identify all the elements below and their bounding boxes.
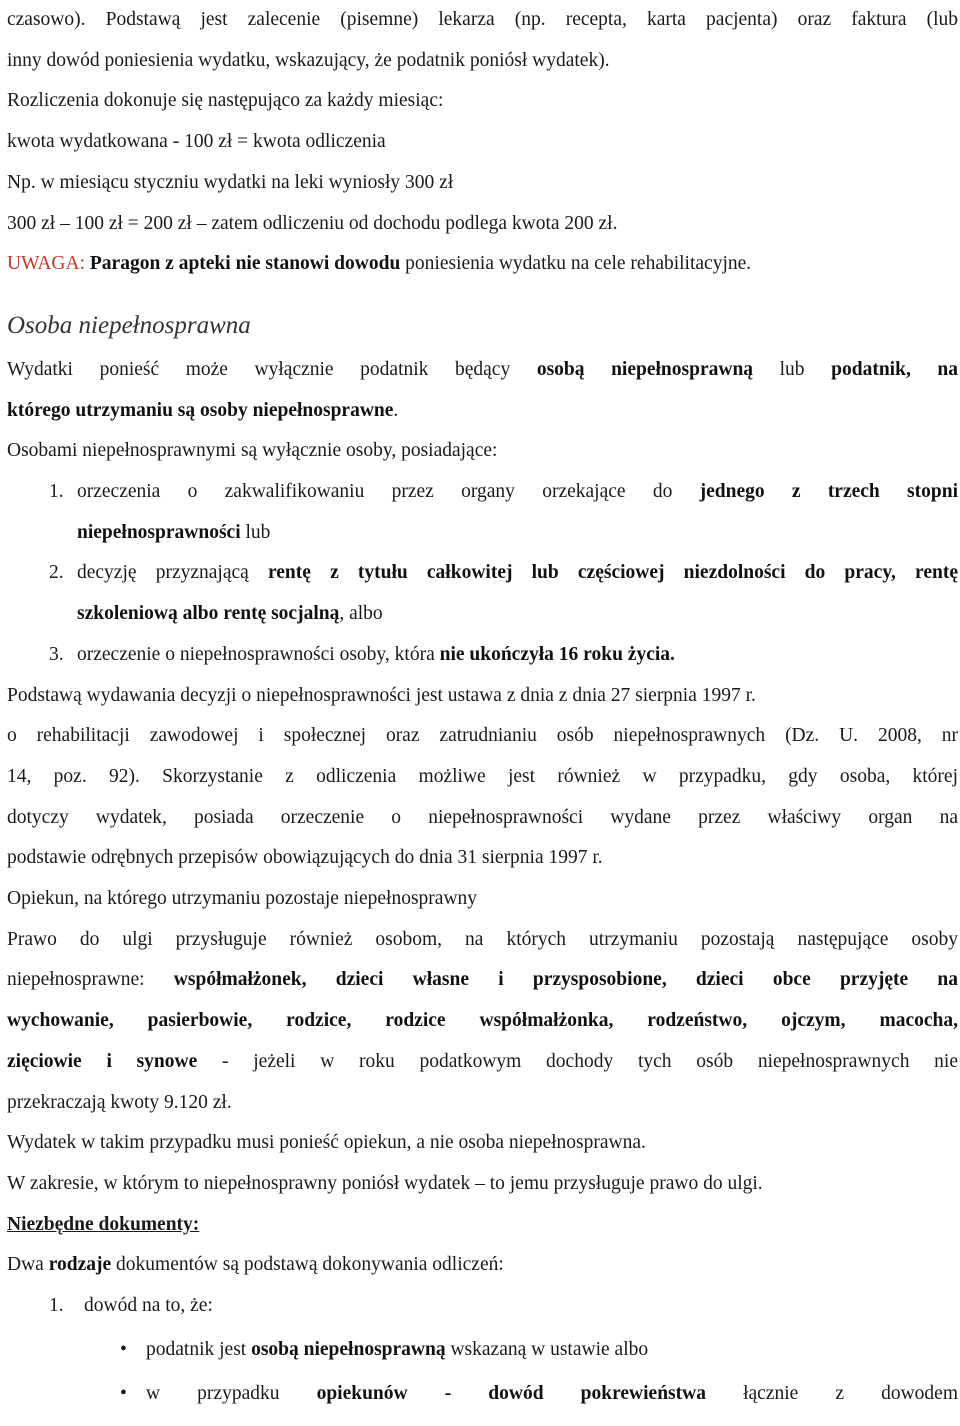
bold-text: podatnik, na: [831, 358, 959, 380]
row: Prawo do ulgi przysługuje również osobom, na których utrzymaniu pozostają następujące osoby: [7, 928, 958, 950]
text: Niezbędne dokumenty:: [7, 1213, 200, 1235]
text: inny dowód poniesienia wydatku, wskazujący, że podatnik poniósł wydatek).: [7, 49, 610, 71]
text: orzeczenia o zakwalifikowaniu przez organy orzekające do: [77, 481, 673, 503]
text: Podstawą wydawania decyzji o niepełnosprawności jest ustawa z dnia z dnia 27 sierpnia 1997 r.: [7, 684, 756, 706]
text: kwota wydatkowana - 100 zł = kwota odliczenia: [7, 131, 386, 153]
guardian-note-2: [7, 1164, 958, 1205]
text: niepełnosprawne:: [7, 969, 145, 991]
text: lub: [245, 521, 271, 543]
text: Wydatki ponieść może wyłącznie podatnik będący: [7, 358, 511, 380]
bold-text: jednego z trzech stopni: [699, 481, 958, 503]
row: [77, 472, 958, 513]
text: Wydatek w takim przypadku musi ponieść opiekun, a nie osoba niepełnosprawna.: [7, 1132, 646, 1154]
text: decyzję przyznającą: [77, 562, 249, 584]
list-item: [7, 472, 958, 553]
intro-line-1: [7, 0, 958, 41]
bold-text: wychowanie, pasierbowie, rodzice, rodzice współmałżonka, rodzeństwo, ojczym, macocha,: [7, 1010, 958, 1032]
text: , albo: [339, 603, 383, 625]
documents-intro: [7, 1245, 958, 1286]
guardian-note-1: [7, 1123, 958, 1164]
text: Opiekun, na którego utrzymaniu pozostaje niepełnosprawny: [7, 888, 478, 910]
row: [77, 635, 958, 676]
section-heading-disabled-person: Osoba niepełnosprawna: [7, 311, 251, 339]
list-number: 1.: [49, 1295, 64, 1317]
row: [7, 350, 958, 391]
legal-basis-line: [7, 676, 958, 717]
text: - jeżeli w roku podatkowym dochody tych osób niepełnosprawnych nie: [222, 1050, 959, 1072]
list-item: [7, 1286, 958, 1327]
guardian-paragraph: [7, 920, 958, 1124]
text: Dwa: [7, 1254, 44, 1276]
legal-basis-paragraph: [7, 716, 958, 879]
row: dotyczy wydatek, posiada orzeczenie o niepełnosprawności wydane przez właściwy organ na: [7, 806, 958, 828]
bold-text: szkoleniową albo rentę socjalną: [77, 603, 340, 625]
text: orzeczenie o niepełnosprawności osoby, która: [77, 643, 435, 665]
documents-heading: [7, 1205, 958, 1246]
list-number: 3.: [49, 643, 64, 665]
bullet-icon: •: [120, 1382, 127, 1404]
row: [77, 594, 958, 635]
bold-text: nie ukończyła 16 roku życia.: [439, 643, 675, 665]
text: czasowo). Podstawą jest zalecenie (pisemne) lekarza (np. recepta, karta pacjenta) oraz faktura (lub: [7, 9, 958, 30]
text: W zakresie, w którym to niepełnosprawny poniósł wydatek – to jemu przysługuje prawo do ulgi.: [7, 1172, 763, 1194]
bold-text: osobą niepełnosprawną: [536, 358, 754, 380]
text: łącznie z dowodem: [743, 1382, 959, 1404]
list-item: [7, 553, 958, 634]
bold-text: rentę z tytułu całkowitej lub częściowej niezdolności do pracy, rentę: [267, 562, 958, 584]
text: dokumentów są podstawą dokonywania odliczeń:: [116, 1254, 504, 1276]
bold-text: osobą niepełnosprawną: [251, 1338, 446, 1360]
warning-bold: Paragon z apteki nie stanowi dowodu: [89, 253, 401, 275]
list-number: 2.: [49, 562, 64, 584]
intro-line-3: [7, 81, 958, 122]
text: .: [393, 399, 399, 421]
row: [77, 553, 958, 594]
row: [7, 391, 958, 432]
list-item: [7, 635, 958, 676]
bold-text: współmałżonek, dzieci własne i przysposobione, dzieci obce przyjęte na: [173, 969, 958, 991]
bold-text: opiekunów - dowód pokrewieństwa: [316, 1382, 706, 1404]
text: dowód na to, że:: [84, 1295, 213, 1317]
formula-line: [7, 122, 958, 163]
eligibility-paragraph: [7, 350, 958, 431]
text: Np. w miesiącu styczniu wydatki na leki wyniosły 300 zł: [7, 171, 454, 193]
text: podatnik jest: [146, 1338, 247, 1360]
row: [7, 960, 958, 1001]
bold-text: niepełnosprawności: [77, 521, 241, 543]
row: [7, 1001, 958, 1042]
text: 300 zł – 100 zł = 200 zł – zatem odliczeniu od dochodu podlega kwota 200 zł.: [7, 212, 618, 234]
row: podstawie odrębnych przepisów obowiązujących do dnia 31 sierpnia 1997 r.: [7, 847, 603, 869]
example-line: [7, 163, 958, 204]
row: 14, poz. 92). Skorzystanie z odliczenia możliwe jest również w przypadku, gdy osoba, której: [7, 765, 958, 787]
bold-text: którego utrzymaniu są osoby niepełnosprawne: [7, 399, 394, 421]
bullet-item: [7, 1330, 958, 1371]
row: o rehabilitacji zawodowej i społecznej oraz zatrudnianiu osób niepełnosprawnych (Dz. U. 2008, nr: [7, 725, 958, 747]
row: przekraczają kwoty 9.120 zł.: [7, 1091, 232, 1113]
text: w przypadku: [146, 1382, 280, 1404]
disabled-definition-intro: [7, 431, 958, 472]
text: Rozliczenia dokonuje się następująco za każdy miesiąc:: [7, 90, 444, 112]
bold-text: rodzaje: [48, 1254, 112, 1276]
bold-text: zięciowie i synowe: [7, 1050, 198, 1072]
row: [77, 513, 958, 554]
bullet-icon: •: [120, 1338, 127, 1360]
guardian-subheading: [7, 879, 958, 920]
text: wskazaną w ustawie albo: [450, 1338, 649, 1360]
warning-line: [7, 244, 958, 285]
intro-line-2: [7, 41, 958, 82]
example-calculation: [7, 204, 958, 245]
warning-label: UWAGA:: [7, 253, 85, 275]
row: [7, 1042, 958, 1083]
text: Osobami niepełnosprawnymi są wyłącznie osoby, posiadające:: [7, 440, 498, 462]
text: lub: [779, 358, 805, 380]
bullet-item: [7, 1374, 958, 1415]
warning-rest: poniesienia wydatku na cele rehabilitacyjne.: [405, 253, 752, 275]
list-number: 1.: [49, 481, 64, 503]
